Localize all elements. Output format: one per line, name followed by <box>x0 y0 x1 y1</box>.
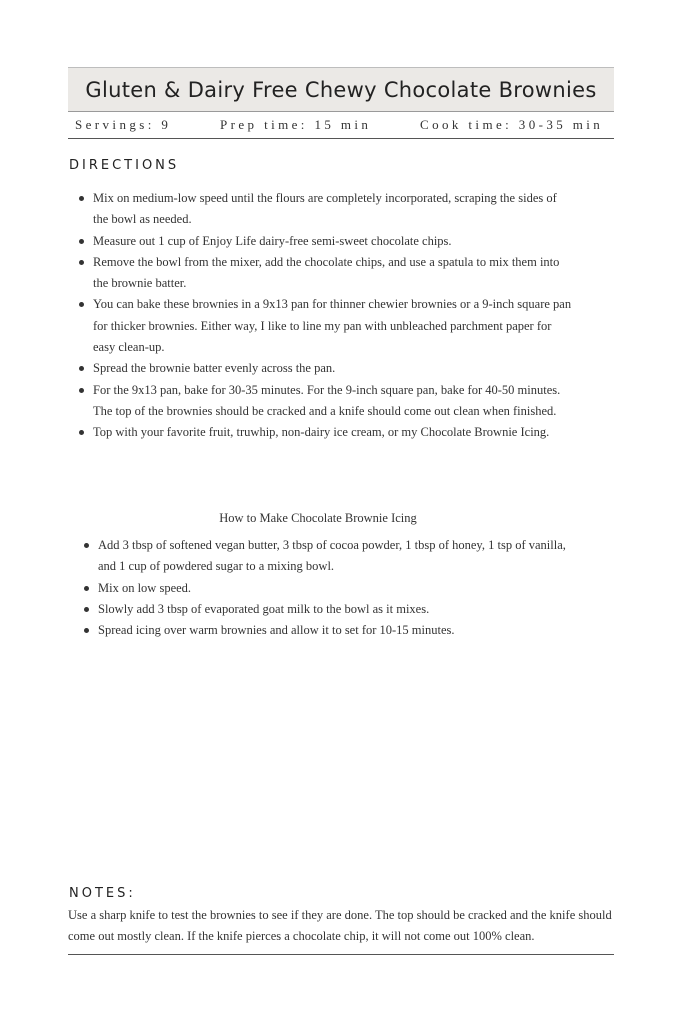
notes-divider <box>68 954 614 955</box>
direction-step: For the 9x13 pan, bake for 30-35 minutes. For the 9-inch square pan, bake for 40-50 minutes. The top of the brownies should be cracked and a knife should come out clean when finished. <box>93 380 573 423</box>
direction-step: Top with your favorite fruit, truwhip, non-dairy ice cream, or my Chocolate Brownie Icing. <box>93 422 573 443</box>
icing-step: Spread icing over warm brownies and allow it to set for 10-15 minutes. <box>98 620 568 641</box>
icing-steps-list <box>98 535 568 641</box>
recipe-meta-row <box>68 117 614 139</box>
direction-step: Spread the brownie batter evenly across the pan. <box>93 358 573 379</box>
title-band <box>68 67 614 112</box>
prep-time-label: Prep time: 15 min <box>220 117 372 132</box>
direction-step: Measure out 1 cup of Enjoy Life dairy-free semi-sweet chocolate chips. <box>93 231 573 252</box>
directions-heading: DIRECTIONS <box>69 158 180 173</box>
icing-step: Add 3 tbsp of softened vegan butter, 3 tbsp of cocoa powder, 1 tbsp of honey, 1 tsp of vanilla, and 1 cup of powdered sugar to a mixing bowl. <box>98 535 568 578</box>
notes-heading: NOTES: <box>69 886 136 901</box>
icing-heading: How to Make Chocolate Brownie Icing <box>219 511 417 525</box>
notes-text: Use a sharp knife to test the brownies to see if they are done. The top should be cracked and the knife should come out mostly clean. If the knife pierces a chocolate chip, it will not come out 100% clean. <box>68 908 612 943</box>
icing-step: Mix on low speed. <box>98 578 568 599</box>
directions-list <box>93 188 573 444</box>
direction-step: You can bake these brownies in a 9x13 pan for thinner chewier brownies or a 9-inch square pan for thicker brownies. Either way, I like to line my pan with unbleached parchment paper for easy clean-up. <box>93 294 573 358</box>
servings-label: Servings: 9 <box>75 117 172 132</box>
cook-time-label: Cook time: 30-35 min <box>420 117 604 132</box>
icing-step: Slowly add 3 tbsp of evaporated goat milk to the bowl as it mixes. <box>98 599 568 620</box>
recipe-title: Gluten & Dairy Free Chewy Chocolate Brownies <box>85 77 597 102</box>
direction-step: Remove the bowl from the mixer, add the chocolate chips, and use a spatula to mix them into the brownie batter. <box>93 252 573 295</box>
direction-step: Mix on medium-low speed until the flours are completely incorporated, scraping the sides of the bowl as needed. <box>93 188 573 231</box>
